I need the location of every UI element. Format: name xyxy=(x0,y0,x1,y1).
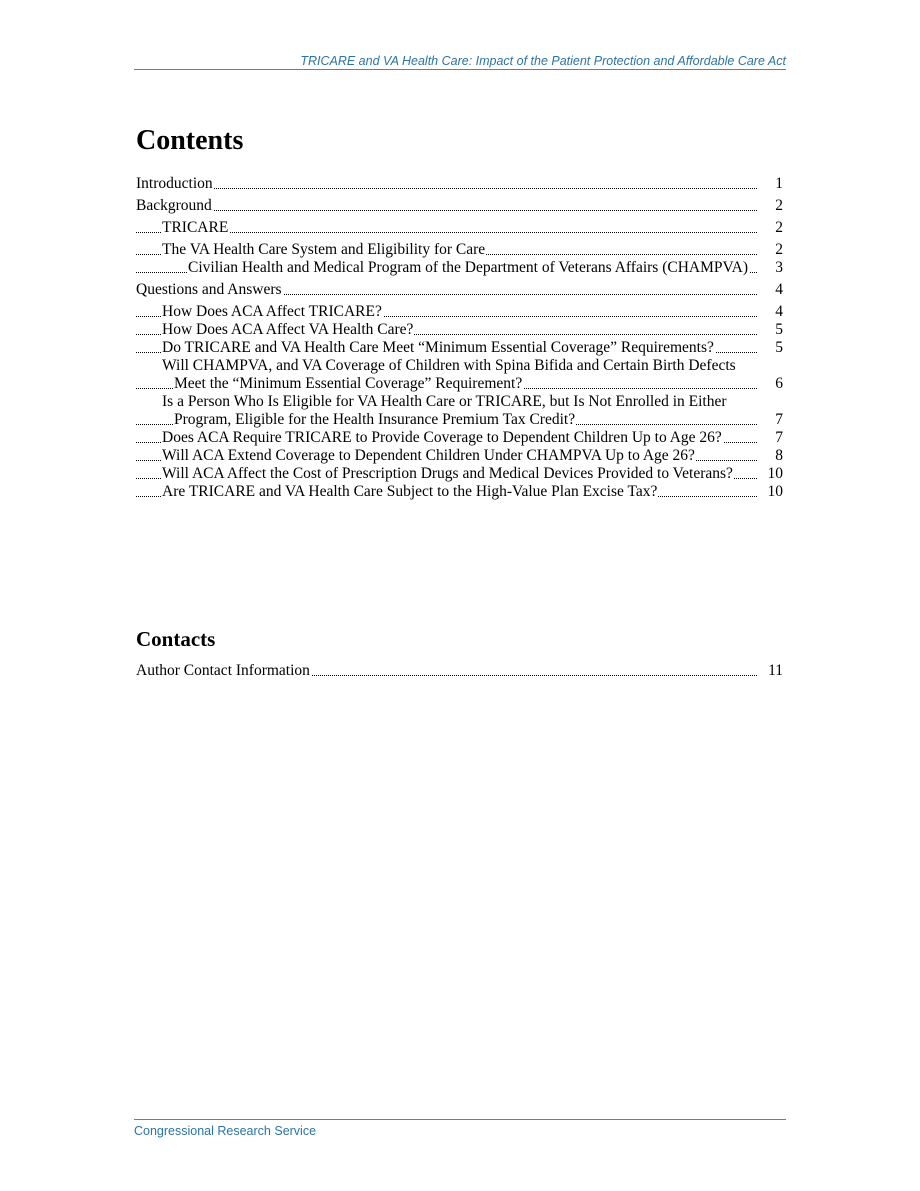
toc-page-number: 7 xyxy=(757,429,783,447)
toc-page-number: 8 xyxy=(757,447,783,465)
table-of-contents xyxy=(136,175,783,501)
toc-entry-aca-tricare[interactable]: How Does ACA Affect TRICARE? 4 xyxy=(136,303,783,321)
toc-entry-champva-dependent-children[interactable]: Will ACA Extend Coverage to Dependent Children Under CHAMPVA Up to Age 26? 8 xyxy=(136,447,783,465)
toc-entry-va-health-care-system[interactable]: The VA Health Care System and Eligibility for Care 2 xyxy=(136,241,783,259)
toc-entry-tricare-dependent-children[interactable]: Does ACA Require TRICARE to Provide Coverage to Dependent Children Up to Age 26? 7 xyxy=(136,429,783,447)
toc-entry-excise-tax[interactable]: Are TRICARE and VA Health Care Subject to the High-Value Plan Excise Tax? 10 xyxy=(136,483,783,501)
toc-entry-tricare[interactable]: TRICARE 2 xyxy=(136,219,783,237)
toc-entry-champva[interactable]: Civilian Health and Medical Program of the Department of Veterans Affairs (CHAMPVA) 3 xyxy=(136,259,783,277)
toc-entry-prescription-drugs[interactable]: Will ACA Affect the Cost of Prescription Drugs and Medical Devices Provided to Veterans? 10 xyxy=(136,465,783,483)
toc-entry-author-contact[interactable]: Author Contact Information 11 xyxy=(136,662,783,679)
toc-entry-minimum-essential-coverage[interactable]: Do TRICARE and VA Health Care Meet “Minimum Essential Coverage” Requirements? 5 xyxy=(136,339,783,357)
toc-entry-premium-tax-credit[interactable]: Is a Person Who Is Eligible for VA Health Care or TRICARE, but Is Not Enrolled in Either Program, Eligible for the Health Insurance Premium Tax Credit? 7 xyxy=(136,393,783,429)
contacts-list xyxy=(136,662,783,680)
toc-page-number: 4 xyxy=(757,303,783,321)
toc-entry-background[interactable]: Background 2 xyxy=(136,197,783,214)
toc-entry-aca-va-health-care[interactable]: How Does ACA Affect VA Health Care? 5 xyxy=(136,321,783,339)
toc-entry-champva-spina-bifida[interactable]: Will CHAMPVA, and VA Coverage of Children with Spina Bifida and Certain Birth Defects Meet the “Minimum Essential Coverage” Requirement? 6 xyxy=(136,357,783,393)
toc-page-number: 10 xyxy=(757,483,783,501)
toc-entry-introduction[interactable]: Introduction 1 xyxy=(136,175,783,192)
toc-page-number: 10 xyxy=(757,465,783,483)
contents-title: Contents xyxy=(136,125,244,156)
toc-page-number: 4 xyxy=(757,281,783,299)
toc-page-number: 11 xyxy=(757,662,783,680)
toc-page-number: 2 xyxy=(757,219,783,237)
toc-page-number: 2 xyxy=(757,241,783,259)
toc-page-number: 1 xyxy=(757,175,783,193)
contacts-title: Contacts xyxy=(136,627,216,651)
toc-page-number: 6 xyxy=(757,375,783,393)
toc-page-number: 7 xyxy=(757,411,783,429)
toc-page-number: 5 xyxy=(757,321,783,339)
toc-entry-questions-and-answers[interactable]: Questions and Answers 4 xyxy=(136,281,783,298)
toc-page-number: 3 xyxy=(757,259,783,277)
toc-page-number: 5 xyxy=(757,339,783,357)
toc-page-number: 2 xyxy=(757,197,783,215)
page-footer: Congressional Research Service xyxy=(134,1119,786,1138)
running-header: TRICARE and VA Health Care: Impact of the Patient Protection and Affordable Care Act xyxy=(134,54,786,70)
